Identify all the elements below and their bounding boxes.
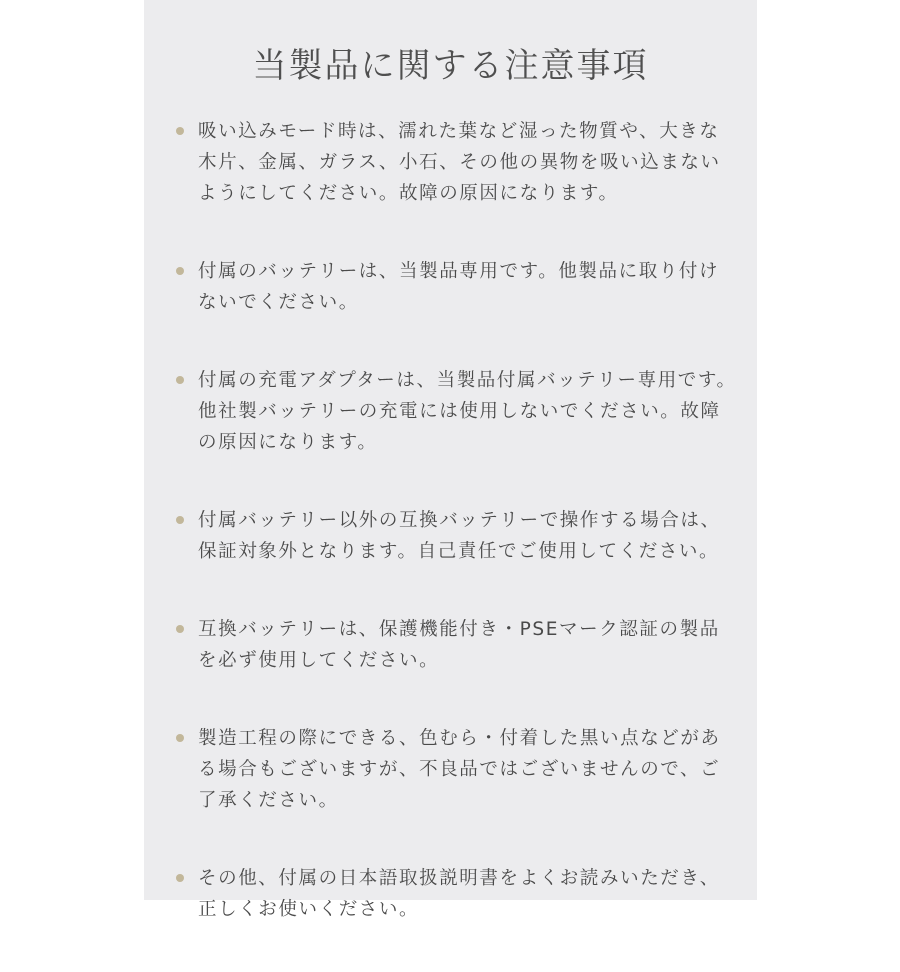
bullet-dot-icon [176,516,184,524]
caution-text: 付属のバッテリーは、当製品専用です。他製品に取り付けないでください。 [198,261,720,313]
bullet-dot-icon [176,625,184,633]
notice-panel [144,0,757,920]
caution-item [172,614,737,676]
page-title: 当製品に関する注意事項 [252,46,649,86]
bullet-dot-icon [176,127,184,135]
bullet-dot-icon [176,874,184,882]
caution-item [172,365,737,458]
caution-text: その他、付属の日本語取扱説明書をよくお読みいただき、正しくお使いください。 [198,868,720,920]
caution-text: 吸い込みモード時は、濡れた葉など湿った物質や、大きな木片、金属、ガラス、小石、その他の異物を吸い込まないようにしてください。故障の原因になります。 [198,121,721,204]
bullet-dot-icon [176,376,184,384]
caution-list [172,116,737,972]
caution-item [172,256,737,318]
caution-text: 付属バッテリー以外の互換バッテリーで操作する場合は、保証対象外となります。自己責任でご使用してください。 [198,510,721,562]
bullet-dot-icon [176,734,184,742]
bullet-dot-icon [176,267,184,275]
caution-item [172,505,737,567]
caution-item [172,723,737,816]
caution-text: 付属の充電アダプターは、当製品付属バッテリー専用です。他社製バッテリーの充電には使用しないでください。故障の原因になります。 [198,370,737,453]
caution-item [172,863,737,925]
caution-text: 製造工程の際にできる、色むら・付着した黒い点などがある場合もございますが、不良品ではございませんので、ご了承ください。 [198,728,721,811]
caution-item [172,116,737,209]
caution-text: 互換バッテリーは、保護機能付き・PSEマーク認証の製品を必ず使用してください。 [198,619,720,671]
